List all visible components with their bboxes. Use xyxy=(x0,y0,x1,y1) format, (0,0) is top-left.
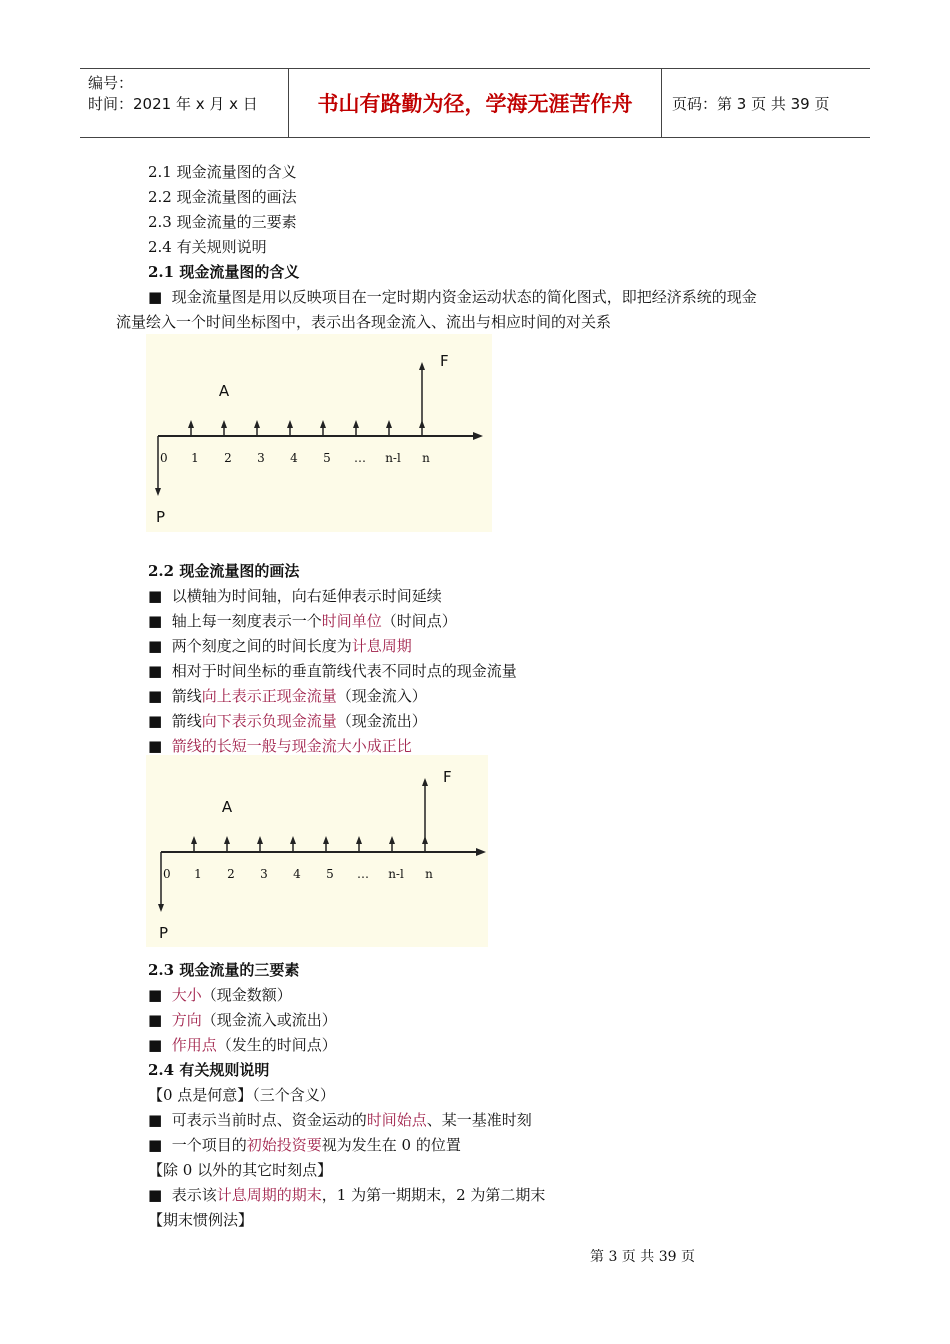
item-highlight: 向上表示正现金流量 xyxy=(201,687,337,705)
label-f: F xyxy=(440,352,449,370)
inflow-arrowhead xyxy=(419,362,425,370)
header-motto: 书山有路勤为径，学海无涯苦作舟 xyxy=(289,69,662,137)
item-highlight: 计息周期的期末 xyxy=(216,1186,322,1204)
list-item xyxy=(148,1110,532,1130)
label-f: F xyxy=(443,768,452,786)
inflow-arrowhead xyxy=(224,836,230,844)
list-item xyxy=(148,1185,545,1205)
list-item xyxy=(148,586,442,606)
bullet-icon: ■ xyxy=(148,986,163,1004)
item-highlight: 大小 xyxy=(171,986,202,1004)
bullet-icon: ■ xyxy=(148,712,163,730)
inflow-arrowhead-a-at-n xyxy=(419,420,425,428)
section-2-1-para-line2: 流量绘入一个时间坐标图中，表示出各现金流入、流出与相应时间的对关系 xyxy=(116,313,612,331)
inflow-arrowhead xyxy=(422,778,428,786)
inflow-arrowhead xyxy=(353,420,359,428)
item-text: 两个刻度之间的时间长度为 xyxy=(171,637,352,655)
item-text: 轴上每一刻度表示一个 xyxy=(171,612,322,630)
tick-label: 0 xyxy=(160,451,168,465)
section-2-3-heading: 2.3 现金流量的三要素 xyxy=(148,961,300,979)
item-text: ，1 为第一期期末，2 为第二期末 xyxy=(321,1186,546,1204)
item-text: 一个项目的 xyxy=(171,1136,247,1154)
tick-label: n-l xyxy=(385,451,401,465)
inflow-arrowhead xyxy=(356,836,362,844)
outflow-arrowhead-p xyxy=(158,904,164,912)
time-axis-arrowhead xyxy=(476,848,486,856)
bullet-icon: ■ xyxy=(148,1186,163,1204)
outflow-arrowhead-p xyxy=(155,488,161,496)
item-highlight: 方向 xyxy=(171,1011,202,1029)
toc-item-1: 2.1 现金流量图的含义 xyxy=(148,163,297,181)
bullet-icon: ■ xyxy=(148,1111,163,1129)
inflow-arrowhead xyxy=(191,836,197,844)
list-item xyxy=(148,1135,461,1155)
inflow-arrowhead xyxy=(257,836,263,844)
inflow-arrowhead xyxy=(287,420,293,428)
date-label: 时间：2021 年 x 月 x 日 xyxy=(88,95,258,113)
cash-flow-diagram-2 xyxy=(146,755,488,947)
section-2-1-para-line1 xyxy=(148,287,757,307)
item-text: 表示该 xyxy=(171,1186,217,1204)
para-text: 现金流量图是用以反映项目在一定时期内资金运动状态的简化图式，即把经济系统的现金 xyxy=(171,288,757,306)
rule-bracket-2: 【除 0 以外的其它时刻点】 xyxy=(148,1161,333,1179)
inflow-arrowhead xyxy=(254,420,260,428)
item-text: 、某一基准时刻 xyxy=(426,1111,532,1129)
number-label: 编号： xyxy=(88,74,134,92)
item-text: （时间点） xyxy=(381,612,457,630)
header-meta xyxy=(80,69,289,137)
list-item xyxy=(148,636,412,656)
item-highlight: 箭线的长短一般与现金流大小成正比 xyxy=(171,737,412,755)
bullet-icon: ■ xyxy=(148,1036,163,1054)
toc-item-4: 2.4 有关规则说明 xyxy=(148,238,267,256)
tick-label: 3 xyxy=(260,867,268,881)
tick-label: … xyxy=(357,867,369,881)
tick-label: 5 xyxy=(326,867,334,881)
label-p: P xyxy=(159,924,169,942)
item-text: 以横轴为时间轴，向右延伸表示时间延续 xyxy=(171,587,442,605)
tick-label: 4 xyxy=(290,451,298,465)
list-item xyxy=(148,1035,337,1055)
list-item xyxy=(148,686,427,706)
label-p: P xyxy=(156,508,166,526)
tick-label: n xyxy=(425,867,433,881)
bullet-icon: ■ xyxy=(148,1136,163,1154)
section-2-2-heading: 2.2 现金流量图的画法 xyxy=(148,562,300,580)
tick-label: 0 xyxy=(163,867,171,881)
bullet-icon: ■ xyxy=(148,662,163,680)
cash-flow-diagram-1 xyxy=(146,334,492,532)
list-item xyxy=(148,611,457,631)
tick-label: n xyxy=(422,451,430,465)
item-text: （现金流出） xyxy=(336,712,427,730)
item-text: 视为发生在 0 的位置 xyxy=(321,1136,461,1154)
bullet-icon: ■ xyxy=(148,612,163,630)
inflow-arrowhead xyxy=(320,420,326,428)
rule-bracket-1: 【0 点是何意】（三个含义） xyxy=(148,1086,335,1104)
item-text: （现金流入或流出） xyxy=(201,1011,337,1029)
bullet-icon: ■ xyxy=(148,587,163,605)
item-text: 箭线 xyxy=(171,712,202,730)
bullet-icon: ■ xyxy=(148,1011,163,1029)
tick-label: 4 xyxy=(293,867,301,881)
tick-label: 3 xyxy=(257,451,265,465)
bullet-icon: ■ xyxy=(148,687,163,705)
item-text: 可表示当前时点、资金运动的 xyxy=(171,1111,367,1129)
inflow-arrowhead xyxy=(188,420,194,428)
tick-label: n-l xyxy=(388,867,404,881)
bullet-icon: ■ xyxy=(148,737,163,755)
item-text: 相对于时间坐标的垂直箭线代表不同时点的现金流量 xyxy=(171,662,517,680)
item-highlight: 计息周期 xyxy=(351,637,412,655)
bullet-icon: ■ xyxy=(148,288,163,306)
header-page-label: 页码：第 3 页 共 39 页 xyxy=(672,94,830,113)
cash-flow-diagram-svg-1 xyxy=(146,334,492,532)
time-axis-arrowhead xyxy=(473,432,483,440)
page-footer: 第 3 页 共 39 页 xyxy=(590,1249,695,1265)
rule-bracket-3: 【期末惯例法】 xyxy=(148,1211,254,1229)
toc-item-2: 2.2 现金流量图的画法 xyxy=(148,188,297,206)
list-item xyxy=(148,661,517,681)
item-highlight: 时间始点 xyxy=(366,1111,427,1129)
list-item xyxy=(148,711,427,731)
item-text: （现金流入） xyxy=(336,687,427,705)
inflow-arrowhead xyxy=(386,420,392,428)
tick-label: 2 xyxy=(224,451,232,465)
section-2-1-heading: 2.1 现金流量图的含义 xyxy=(148,263,300,281)
label-a: A xyxy=(221,798,233,816)
list-item xyxy=(148,985,292,1005)
inflow-arrowhead-a-at-n xyxy=(422,836,428,844)
item-highlight: 作用点 xyxy=(171,1036,217,1054)
tick-label: 2 xyxy=(227,867,235,881)
page-header xyxy=(80,68,870,138)
list-item xyxy=(148,736,412,756)
inflow-arrowhead xyxy=(290,836,296,844)
item-text: （现金数额） xyxy=(201,986,292,1004)
item-highlight: 初始投资要 xyxy=(246,1136,322,1154)
tick-label: 5 xyxy=(323,451,331,465)
tick-label: 1 xyxy=(194,867,202,881)
item-text: 箭线 xyxy=(171,687,202,705)
cash-flow-diagram-svg-2 xyxy=(146,755,488,947)
toc-item-3: 2.3 现金流量的三要素 xyxy=(148,213,297,231)
label-a: A xyxy=(218,382,230,400)
item-highlight: 时间单位 xyxy=(321,612,382,630)
item-highlight: 向下表示负现金流量 xyxy=(201,712,337,730)
tick-label: … xyxy=(354,451,366,465)
inflow-arrowhead xyxy=(323,836,329,844)
tick-label: 1 xyxy=(191,451,199,465)
inflow-arrowhead xyxy=(221,420,227,428)
list-item xyxy=(148,1010,337,1030)
section-2-4-heading: 2.4 有关规则说明 xyxy=(148,1061,270,1079)
inflow-arrowhead xyxy=(389,836,395,844)
item-text: （发生的时间点） xyxy=(216,1036,337,1054)
bullet-icon: ■ xyxy=(148,637,163,655)
